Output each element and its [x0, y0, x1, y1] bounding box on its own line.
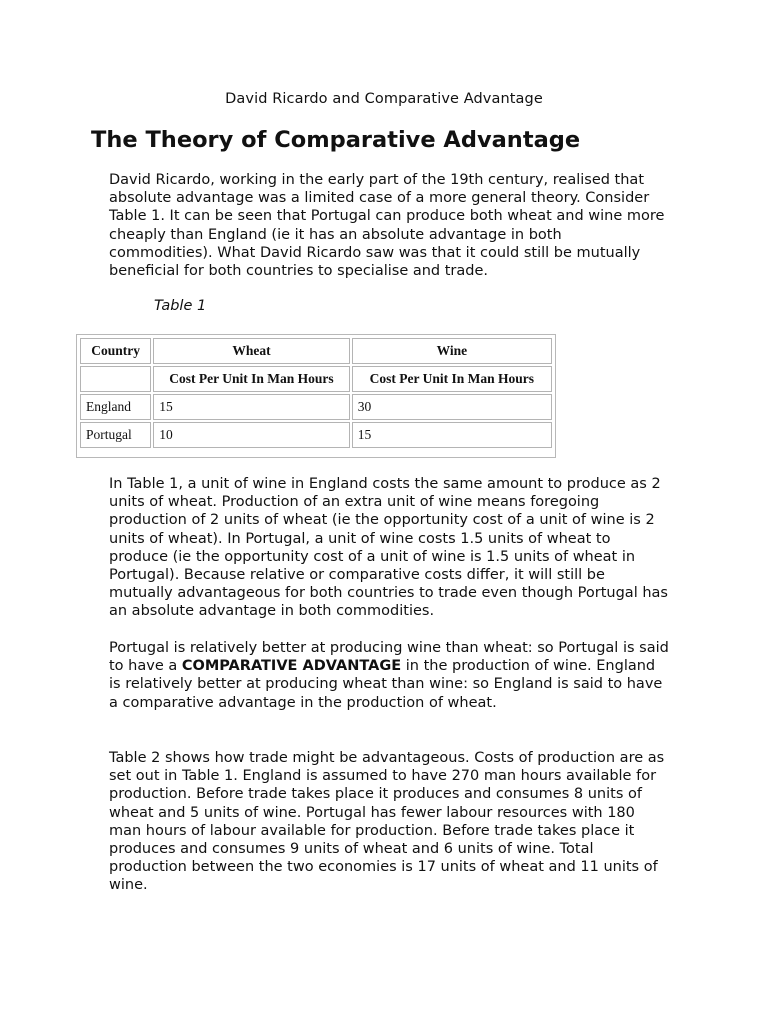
paragraph-text-before: Portugal is relatively better at producing wine than wheat: so Portugal is said to have a [109, 640, 669, 675]
page-title: The Theory of Comparative Advantage [91, 127, 581, 153]
document-header: David Ricardo and Comparative Advantage [225, 91, 543, 107]
emphasis-term: COMPARATIVE ADVANTAGE [181, 658, 402, 675]
cell-wine-england: 30 [352, 394, 552, 420]
subheader-cell-wine: Cost Per Unit In Man Hours [352, 366, 552, 392]
table-subheader-row [80, 366, 552, 392]
cost-table-frame [76, 334, 556, 458]
table-header-row [80, 338, 552, 364]
table-row [80, 394, 552, 420]
trade-example-paragraph: Table 2 shows how trade might be advantageous. Costs of production are as set out in Table 1. England is assumed to have 270 man hours available for production. Before trade takes place it produces and consumes 8 units of wheat and 5 units of wine. Portugal has fewer labour resources with 180 man hours of labour available for production. Before trade takes place it produces and consumes 9 units of wheat and 6 units of wine. Total production between the two economies is 17 units of wheat and 11 units of wine. [109, 750, 665, 894]
cell-wheat-portugal: 10 [153, 422, 350, 448]
subheader-cell-empty [80, 366, 151, 392]
header-cell-wine: Wine [352, 338, 552, 364]
header-cell-wheat: Wheat [153, 338, 350, 364]
cell-wine-portugal: 15 [352, 422, 552, 448]
cost-table [78, 336, 554, 450]
subheader-cell-wheat: Cost Per Unit In Man Hours [153, 366, 350, 392]
opportunity-cost-paragraph: In Table 1, a unit of wine in England costs the same amount to produce as 2 units of wheat. Production of an extra unit of wine means foregoing production of 2 units of wheat (ie the opportunity cost of a unit of wine is 2 units of wheat). In Portugal, a unit of wine costs 1.5 units of wheat to produce (ie the opportunity cost of a unit of wine is 1.5 units of wheat in Portugal). Because relative or comparative costs differ, it will still be mutually advantageous for both countries to trade even though Portugal has an absolute advantage in both commodities. [109, 476, 668, 620]
cell-wheat-england: 15 [153, 394, 350, 420]
header-cell-country: Country [80, 338, 151, 364]
cell-country-england: England [80, 394, 151, 420]
intro-paragraph: David Ricardo, working in the early part of the 19th century, realised that absolute advantage was a limited case of a more general theory. Consider Table 1. It can be seen that Portugal can produce both wheat and wine more cheaply than England (ie it has an absolute advantage in both commodities). What David Ricardo saw was that it could still be mutually beneficial for both countries to specialise and trade. [109, 172, 665, 280]
paragraph-text-after: in the production of wine. England is relatively better at producing wheat than wine: so England is said to have a comparative advantage in the production of wheat. [109, 658, 663, 711]
table-caption: Table 1 [154, 298, 207, 314]
comparative-advantage-paragraph [109, 639, 669, 712]
table-row [80, 422, 552, 448]
cell-country-portugal: Portugal [80, 422, 151, 448]
